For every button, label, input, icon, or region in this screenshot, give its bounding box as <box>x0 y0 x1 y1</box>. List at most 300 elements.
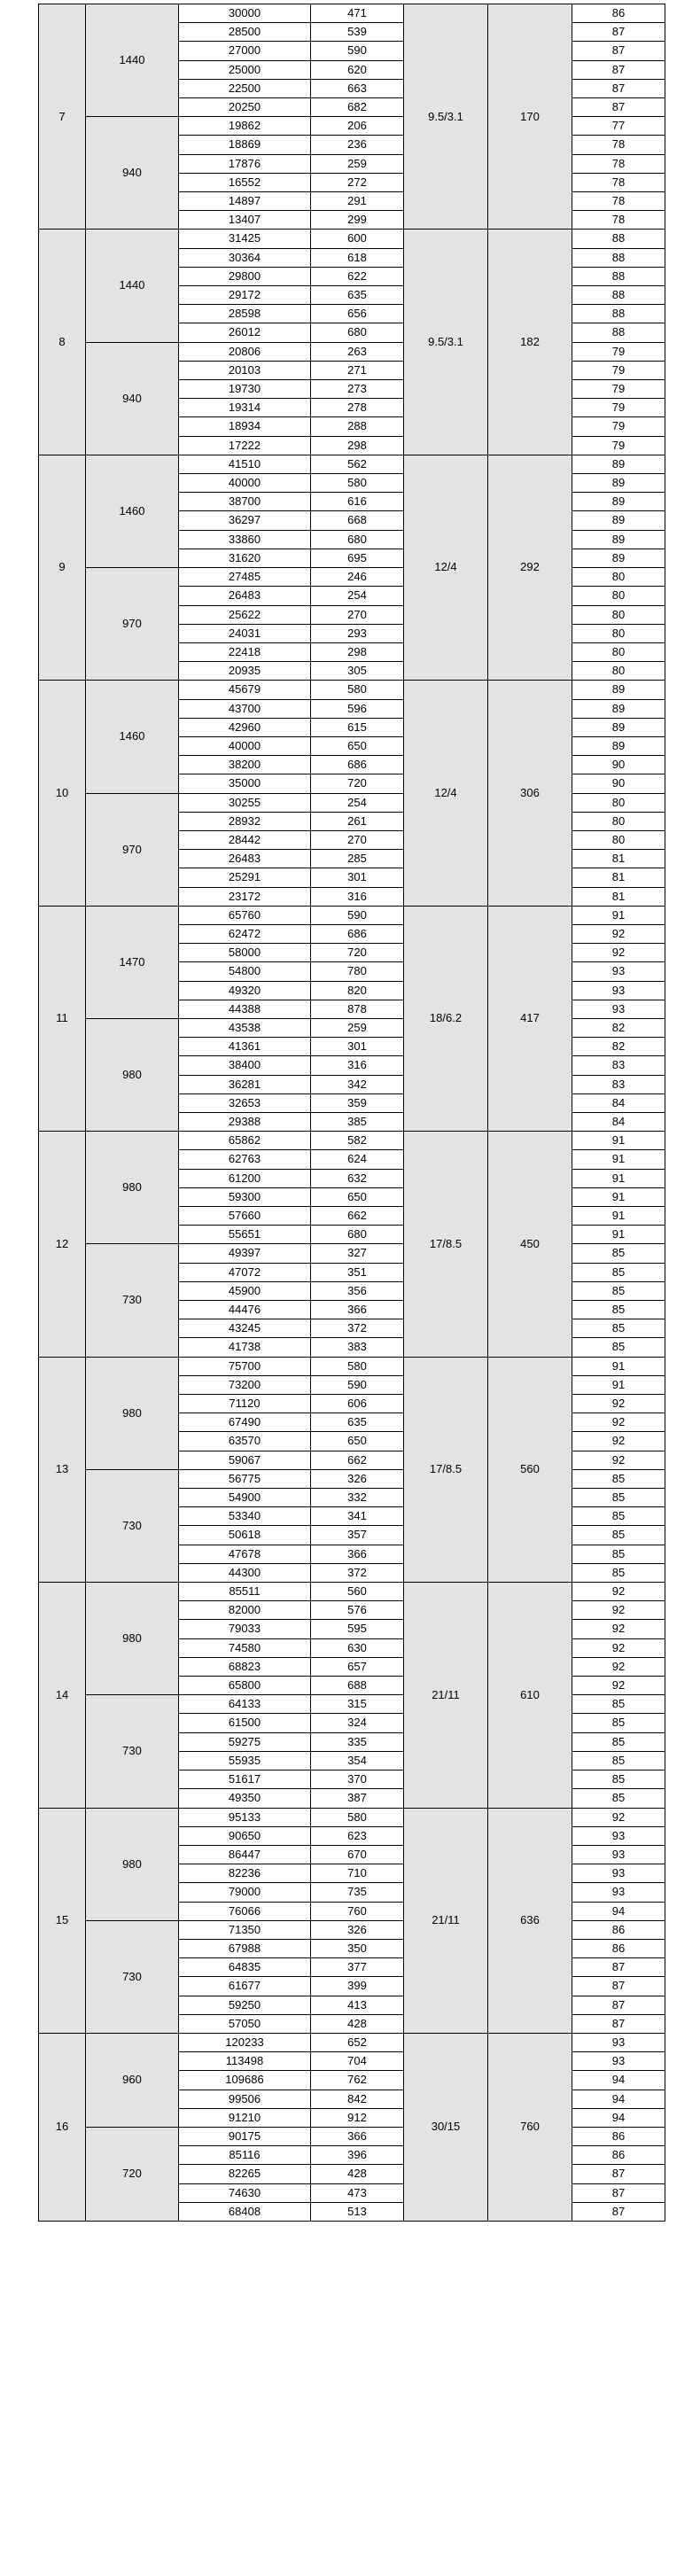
value1-cell: 47072 <box>179 1263 311 1281</box>
value1-cell: 25622 <box>179 605 311 624</box>
value1-cell: 13407 <box>179 211 311 230</box>
efficiency-cell: 91 <box>572 1132 665 1150</box>
value1-cell: 67490 <box>179 1413 311 1432</box>
value2-cell: 291 <box>311 192 404 211</box>
efficiency-cell: 89 <box>572 718 665 736</box>
efficiency-cell: 91 <box>572 1169 665 1187</box>
value2-cell: 695 <box>311 549 404 567</box>
efficiency-cell: 92 <box>572 944 665 962</box>
value1-cell: 59250 <box>179 1996 311 2014</box>
efficiency-cell: 87 <box>572 1977 665 1996</box>
value2-cell: 387 <box>311 1789 404 1808</box>
efficiency-cell: 80 <box>572 568 665 587</box>
value2-cell: 580 <box>311 1357 404 1375</box>
value1-cell: 64133 <box>179 1695 311 1714</box>
efficiency-cell: 86 <box>572 1939 665 1957</box>
value2-cell: 513 <box>311 2202 404 2221</box>
ratio-cell: 9.5/3.1 <box>404 4 488 230</box>
value2-cell: 668 <box>311 511 404 530</box>
value2-cell: 618 <box>311 248 404 267</box>
value2-cell: 590 <box>311 906 404 924</box>
speed-cell: 730 <box>86 1920 179 2033</box>
value2-cell: 341 <box>311 1507 404 1526</box>
size-cell: 636 <box>488 1808 572 2033</box>
value2-cell: 539 <box>311 23 404 42</box>
efficiency-cell: 92 <box>572 1413 665 1432</box>
value1-cell: 51617 <box>179 1771 311 1789</box>
value1-cell: 27000 <box>179 42 311 60</box>
efficiency-cell: 80 <box>572 587 665 605</box>
speed-cell: 980 <box>86 1583 179 1695</box>
value2-cell: 680 <box>311 530 404 549</box>
efficiency-cell: 79 <box>572 399 665 417</box>
value1-cell: 86447 <box>179 1845 311 1864</box>
efficiency-cell: 93 <box>572 2052 665 2071</box>
value1-cell: 68823 <box>179 1657 311 1676</box>
efficiency-cell: 85 <box>572 1771 665 1789</box>
value1-cell: 59067 <box>179 1451 311 1469</box>
speed-cell: 980 <box>86 1357 179 1469</box>
table-row <box>39 1583 665 1601</box>
value2-cell: 686 <box>311 756 404 774</box>
value2-cell: 580 <box>311 1808 404 1826</box>
model-cell: 15 <box>39 1808 86 2033</box>
value1-cell: 90650 <box>179 1826 311 1845</box>
value1-cell: 57050 <box>179 2014 311 2033</box>
value2-cell: 704 <box>311 2052 404 2071</box>
speed-cell: 730 <box>86 1695 179 1808</box>
efficiency-cell: 85 <box>572 1732 665 1751</box>
value1-cell: 38700 <box>179 493 311 511</box>
value2-cell: 686 <box>311 924 404 943</box>
value2-cell: 293 <box>311 624 404 642</box>
value2-cell: 270 <box>311 605 404 624</box>
value2-cell: 298 <box>311 436 404 455</box>
value2-cell: 616 <box>311 493 404 511</box>
value2-cell: 372 <box>311 1563 404 1582</box>
model-cell: 13 <box>39 1357 86 1582</box>
table-row <box>39 1132 665 1150</box>
value1-cell: 73200 <box>179 1375 311 1394</box>
value1-cell: 63570 <box>179 1432 311 1451</box>
value1-cell: 44300 <box>179 1563 311 1582</box>
value1-cell: 109686 <box>179 2071 311 2090</box>
table-row <box>39 4 665 23</box>
ratio-cell: 17/8.5 <box>404 1357 488 1582</box>
value1-cell: 82000 <box>179 1601 311 1620</box>
efficiency-cell: 92 <box>572 1657 665 1676</box>
efficiency-cell: 93 <box>572 962 665 981</box>
value1-cell: 41510 <box>179 455 311 473</box>
efficiency-cell: 89 <box>572 530 665 549</box>
table-row <box>39 455 665 473</box>
efficiency-cell: 89 <box>572 474 665 493</box>
efficiency-cell: 85 <box>572 1489 665 1507</box>
value2-cell: 600 <box>311 230 404 248</box>
value2-cell: 682 <box>311 98 404 117</box>
value2-cell: 650 <box>311 736 404 755</box>
efficiency-cell: 93 <box>572 981 665 1000</box>
efficiency-cell: 83 <box>572 1075 665 1093</box>
efficiency-cell: 85 <box>572 1469 665 1488</box>
table-row <box>39 1357 665 1375</box>
value1-cell: 61200 <box>179 1169 311 1187</box>
value1-cell: 18934 <box>179 417 311 436</box>
value1-cell: 76066 <box>179 1902 311 1920</box>
value2-cell: 428 <box>311 2165 404 2183</box>
value1-cell: 91210 <box>179 2108 311 2127</box>
model-cell: 16 <box>39 2033 86 2221</box>
value1-cell: 55651 <box>179 1226 311 1244</box>
value2-cell: 680 <box>311 323 404 342</box>
value1-cell: 22500 <box>179 79 311 97</box>
size-cell: 560 <box>488 1357 572 1582</box>
efficiency-cell: 84 <box>572 1093 665 1112</box>
value2-cell: 327 <box>311 1244 404 1263</box>
value1-cell: 23172 <box>179 887 311 906</box>
efficiency-cell: 89 <box>572 549 665 567</box>
efficiency-cell: 78 <box>572 136 665 154</box>
efficiency-cell: 92 <box>572 1601 665 1620</box>
value1-cell: 43700 <box>179 699 311 718</box>
value2-cell: 632 <box>311 1169 404 1187</box>
model-cell: 12 <box>39 1132 86 1357</box>
speed-cell: 970 <box>86 793 179 906</box>
speed-cell: 1440 <box>86 4 179 117</box>
efficiency-cell: 79 <box>572 436 665 455</box>
efficiency-cell: 92 <box>572 1638 665 1657</box>
value2-cell: 615 <box>311 718 404 736</box>
efficiency-cell: 91 <box>572 1357 665 1375</box>
value1-cell: 17876 <box>179 154 311 173</box>
efficiency-cell: 88 <box>572 267 665 285</box>
efficiency-cell: 78 <box>572 173 665 191</box>
value1-cell: 24031 <box>179 624 311 642</box>
value1-cell: 29800 <box>179 267 311 285</box>
value2-cell: 662 <box>311 1207 404 1226</box>
table-row <box>39 230 665 248</box>
efficiency-cell: 85 <box>572 1714 665 1732</box>
value1-cell: 47678 <box>179 1545 311 1563</box>
value2-cell: 590 <box>311 42 404 60</box>
efficiency-cell: 87 <box>572 42 665 60</box>
efficiency-cell: 93 <box>572 1845 665 1864</box>
efficiency-cell: 79 <box>572 417 665 436</box>
value1-cell: 120233 <box>179 2033 311 2051</box>
efficiency-cell: 86 <box>572 2127 665 2145</box>
value1-cell: 62763 <box>179 1150 311 1169</box>
value1-cell: 31620 <box>179 549 311 567</box>
value2-cell: 351 <box>311 1263 404 1281</box>
value1-cell: 54900 <box>179 1489 311 1507</box>
value2-cell: 663 <box>311 79 404 97</box>
value2-cell: 342 <box>311 1075 404 1093</box>
value1-cell: 59300 <box>179 1187 311 1206</box>
value1-cell: 65862 <box>179 1132 311 1150</box>
efficiency-cell: 80 <box>572 642 665 661</box>
efficiency-cell: 92 <box>572 924 665 943</box>
efficiency-cell: 88 <box>572 248 665 267</box>
efficiency-cell: 85 <box>572 1526 665 1545</box>
value2-cell: 562 <box>311 455 404 473</box>
value1-cell: 45900 <box>179 1281 311 1300</box>
value1-cell: 99506 <box>179 2090 311 2108</box>
speed-cell: 980 <box>86 1132 179 1244</box>
value1-cell: 113498 <box>179 2052 311 2071</box>
model-cell: 14 <box>39 1583 86 1808</box>
value1-cell: 85116 <box>179 2146 311 2165</box>
value2-cell: 305 <box>311 662 404 681</box>
efficiency-cell: 87 <box>572 1996 665 2014</box>
value2-cell: 359 <box>311 1093 404 1112</box>
speed-cell: 1440 <box>86 230 179 342</box>
efficiency-cell: 87 <box>572 2202 665 2221</box>
efficiency-cell: 85 <box>572 1338 665 1357</box>
value1-cell: 20935 <box>179 662 311 681</box>
value2-cell: 595 <box>311 1620 404 1638</box>
value2-cell: 350 <box>311 1939 404 1957</box>
value2-cell: 428 <box>311 2014 404 2033</box>
value2-cell: 261 <box>311 812 404 830</box>
efficiency-cell: 93 <box>572 1826 665 1845</box>
efficiency-cell: 85 <box>572 1319 665 1338</box>
model-cell: 11 <box>39 906 86 1131</box>
ratio-cell: 21/11 <box>404 1583 488 1808</box>
value2-cell: 842 <box>311 2090 404 2108</box>
value1-cell: 16552 <box>179 173 311 191</box>
value1-cell: 17222 <box>179 436 311 455</box>
efficiency-cell: 92 <box>572 1677 665 1695</box>
efficiency-cell: 87 <box>572 98 665 117</box>
value1-cell: 82236 <box>179 1864 311 1883</box>
model-cell: 8 <box>39 230 86 455</box>
value2-cell: 735 <box>311 1883 404 1902</box>
model-cell: 10 <box>39 681 86 906</box>
efficiency-cell: 79 <box>572 342 665 361</box>
efficiency-cell: 88 <box>572 305 665 323</box>
value1-cell: 31425 <box>179 230 311 248</box>
value2-cell: 680 <box>311 1226 404 1244</box>
value1-cell: 44476 <box>179 1301 311 1319</box>
value2-cell: 762 <box>311 2071 404 2090</box>
table-row <box>39 1808 665 1826</box>
value2-cell: 366 <box>311 1545 404 1563</box>
value1-cell: 30364 <box>179 248 311 267</box>
value2-cell: 366 <box>311 2127 404 2145</box>
ratio-cell: 21/11 <box>404 1808 488 2033</box>
value2-cell: 413 <box>311 1996 404 2014</box>
value2-cell: 278 <box>311 399 404 417</box>
value1-cell: 28500 <box>179 23 311 42</box>
efficiency-cell: 91 <box>572 1207 665 1226</box>
value2-cell: 912 <box>311 2108 404 2127</box>
value2-cell: 760 <box>311 1902 404 1920</box>
value1-cell: 19314 <box>179 399 311 417</box>
value2-cell: 399 <box>311 1977 404 1996</box>
value1-cell: 53340 <box>179 1507 311 1526</box>
value1-cell: 29172 <box>179 286 311 305</box>
value1-cell: 26012 <box>179 323 311 342</box>
value2-cell: 710 <box>311 1864 404 1883</box>
model-cell: 9 <box>39 455 86 680</box>
value2-cell: 596 <box>311 699 404 718</box>
size-cell: 417 <box>488 906 572 1131</box>
value1-cell: 25000 <box>179 60 311 79</box>
value2-cell: 366 <box>311 1301 404 1319</box>
value2-cell: 580 <box>311 681 404 699</box>
value1-cell: 26483 <box>179 850 311 868</box>
speed-cell: 1460 <box>86 681 179 793</box>
value1-cell: 61500 <box>179 1714 311 1732</box>
efficiency-cell: 92 <box>572 1451 665 1469</box>
value1-cell: 22418 <box>179 642 311 661</box>
efficiency-cell: 93 <box>572 2033 665 2051</box>
efficiency-cell: 86 <box>572 1920 665 1939</box>
value2-cell: 635 <box>311 286 404 305</box>
value2-cell: 576 <box>311 1601 404 1620</box>
value2-cell: 473 <box>311 2183 404 2202</box>
value1-cell: 40000 <box>179 736 311 755</box>
efficiency-cell: 91 <box>572 906 665 924</box>
value2-cell: 471 <box>311 4 404 23</box>
efficiency-cell: 93 <box>572 1864 665 1883</box>
value2-cell: 590 <box>311 1375 404 1394</box>
value2-cell: 315 <box>311 1695 404 1714</box>
value1-cell: 95133 <box>179 1808 311 1826</box>
efficiency-cell: 78 <box>572 154 665 173</box>
efficiency-cell: 85 <box>572 1507 665 1526</box>
value1-cell: 85511 <box>179 1583 311 1601</box>
value2-cell: 377 <box>311 1958 404 1977</box>
value2-cell: 620 <box>311 60 404 79</box>
efficiency-cell: 79 <box>572 380 665 399</box>
efficiency-cell: 92 <box>572 1620 665 1638</box>
value1-cell: 58000 <box>179 944 311 962</box>
size-cell: 306 <box>488 681 572 906</box>
value1-cell: 30000 <box>179 4 311 23</box>
efficiency-cell: 84 <box>572 1112 665 1131</box>
efficiency-cell: 82 <box>572 1038 665 1056</box>
value1-cell: 40000 <box>179 474 311 493</box>
value1-cell: 20806 <box>179 342 311 361</box>
value2-cell: 635 <box>311 1413 404 1432</box>
value1-cell: 35000 <box>179 774 311 793</box>
value2-cell: 560 <box>311 1583 404 1601</box>
value2-cell: 335 <box>311 1732 404 1751</box>
value1-cell: 29388 <box>179 1112 311 1131</box>
value2-cell: 316 <box>311 887 404 906</box>
efficiency-cell: 89 <box>572 699 665 718</box>
value1-cell: 65760 <box>179 906 311 924</box>
value2-cell: 270 <box>311 830 404 849</box>
value2-cell: 285 <box>311 850 404 868</box>
value1-cell: 82265 <box>179 2165 311 2183</box>
size-cell: 610 <box>488 1583 572 1808</box>
efficiency-cell: 87 <box>572 2014 665 2033</box>
speed-cell: 1460 <box>86 455 179 567</box>
size-cell: 292 <box>488 455 572 680</box>
efficiency-cell: 89 <box>572 736 665 755</box>
value1-cell: 25291 <box>179 868 311 887</box>
efficiency-cell: 92 <box>572 1395 665 1413</box>
value2-cell: 656 <box>311 305 404 323</box>
value2-cell: 301 <box>311 1038 404 1056</box>
value1-cell: 30255 <box>179 793 311 812</box>
value1-cell: 64835 <box>179 1958 311 1977</box>
ratio-cell: 12/4 <box>404 681 488 906</box>
table-body <box>39 4 665 2222</box>
value2-cell: 720 <box>311 944 404 962</box>
efficiency-cell: 92 <box>572 1432 665 1451</box>
value1-cell: 19730 <box>179 380 311 399</box>
value2-cell: 259 <box>311 1018 404 1037</box>
value2-cell: 820 <box>311 981 404 1000</box>
efficiency-cell: 79 <box>572 361 665 379</box>
efficiency-cell: 85 <box>572 1244 665 1263</box>
value2-cell: 396 <box>311 2146 404 2165</box>
value1-cell: 41738 <box>179 1338 311 1357</box>
value2-cell: 254 <box>311 587 404 605</box>
table-row <box>39 2033 665 2051</box>
efficiency-cell: 91 <box>572 1187 665 1206</box>
value1-cell: 41361 <box>179 1038 311 1056</box>
efficiency-cell: 85 <box>572 1545 665 1563</box>
value2-cell: 688 <box>311 1677 404 1695</box>
efficiency-cell: 87 <box>572 2165 665 2183</box>
value1-cell: 36297 <box>179 511 311 530</box>
efficiency-cell: 88 <box>572 230 665 248</box>
efficiency-cell: 89 <box>572 681 665 699</box>
value1-cell: 26483 <box>179 587 311 605</box>
value1-cell: 56775 <box>179 1469 311 1488</box>
efficiency-cell: 81 <box>572 887 665 906</box>
value2-cell: 670 <box>311 1845 404 1864</box>
efficiency-cell: 85 <box>572 1263 665 1281</box>
efficiency-cell: 94 <box>572 2090 665 2108</box>
value1-cell: 79000 <box>179 1883 311 1902</box>
efficiency-cell: 86 <box>572 4 665 23</box>
value1-cell: 19862 <box>179 117 311 136</box>
efficiency-cell: 89 <box>572 511 665 530</box>
value2-cell: 324 <box>311 1714 404 1732</box>
value1-cell: 74580 <box>179 1638 311 1657</box>
value2-cell: 372 <box>311 1319 404 1338</box>
efficiency-cell: 80 <box>572 830 665 849</box>
efficiency-cell: 80 <box>572 793 665 812</box>
value1-cell: 14897 <box>179 192 311 211</box>
efficiency-cell: 88 <box>572 286 665 305</box>
value1-cell: 43538 <box>179 1018 311 1037</box>
efficiency-cell: 87 <box>572 2183 665 2202</box>
value2-cell: 259 <box>311 154 404 173</box>
efficiency-cell: 89 <box>572 455 665 473</box>
efficiency-cell: 85 <box>572 1281 665 1300</box>
efficiency-cell: 80 <box>572 662 665 681</box>
value2-cell: 582 <box>311 1132 404 1150</box>
value1-cell: 28932 <box>179 812 311 830</box>
value2-cell: 623 <box>311 1826 404 1845</box>
value2-cell: 630 <box>311 1638 404 1657</box>
value2-cell: 326 <box>311 1920 404 1939</box>
value2-cell: 273 <box>311 380 404 399</box>
value2-cell: 650 <box>311 1187 404 1206</box>
value1-cell: 49350 <box>179 1789 311 1808</box>
table-row <box>39 681 665 699</box>
value1-cell: 20250 <box>179 98 311 117</box>
value2-cell: 878 <box>311 1000 404 1018</box>
efficiency-cell: 92 <box>572 1808 665 1826</box>
value2-cell: 271 <box>311 361 404 379</box>
